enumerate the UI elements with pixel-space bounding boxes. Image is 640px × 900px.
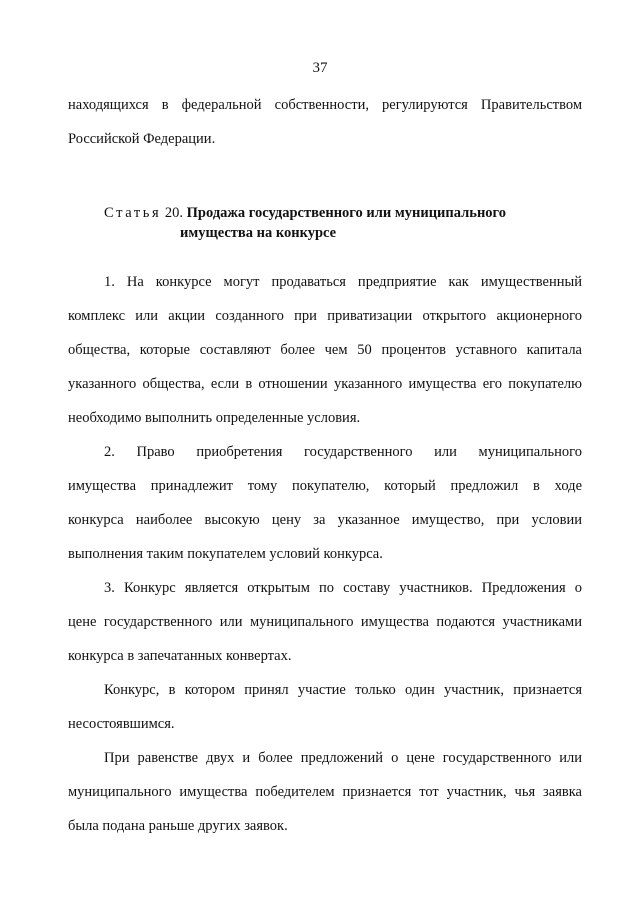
page-number: 37 [312, 60, 328, 76]
paragraph-line: комплекс или акции созданного при приватизации открытого акционерного [68, 308, 582, 324]
article-title-line2: имущества на конкурсе [180, 225, 337, 241]
continuation-text [68, 88, 582, 156]
paragraph-line: конкурса наиболее высокую цену за указанное имущество, при условии [68, 512, 582, 528]
article-lead: Статья [104, 205, 162, 221]
paragraph-line: указанного общества, если в отношении указанного имущества его покупателю [68, 376, 582, 392]
paragraph-line: необходимо выполнить определенные условия. [68, 410, 361, 426]
paragraph-line: несостоявшимся. [68, 716, 175, 732]
paragraph-line: 1. На конкурсе могут продаваться предприятие как имущественный [104, 274, 582, 290]
paragraph-line: При равенстве двух и более предложений о цене государственного или [104, 750, 582, 766]
article-heading [104, 203, 564, 243]
paragraph-line: муниципального имущества победителем признается тот участник, чья заявка [68, 784, 582, 800]
paragraph-line: имущества принадлежит тому покупателю, который предложил в ходе [68, 478, 582, 494]
paragraph-1 [68, 265, 582, 435]
paragraph-line: общества, которые составляют более чем 50 процентов уставного капитала [68, 342, 582, 358]
article-number: 20. [164, 205, 184, 221]
paragraph-4 [68, 673, 582, 741]
paragraph-2 [68, 435, 582, 571]
paragraph-line: 3. Конкурс является открытым по составу участников. Предложения о [104, 580, 582, 596]
paragraph-line: 2. Право приобретения государственного или муниципального [104, 444, 582, 460]
paragraph-line: цене государственного или муниципального имущества подаются участниками [68, 614, 582, 630]
continuation-line: находящихся в федеральной собственности, регулируются Правительством [68, 97, 582, 113]
continuation-line: Российской Федерации. [68, 131, 216, 147]
paragraph-line: была подана раньше других заявок. [68, 818, 288, 834]
article-title: Продажа государственного или муниципального [186, 205, 507, 221]
paragraph-3 [68, 571, 582, 673]
paragraph-5 [68, 741, 582, 843]
paragraph-line: Конкурс, в котором принял участие только один участник, признается [104, 682, 582, 698]
paragraph-line: выполнения таким покупателем условий конкурса. [68, 546, 383, 562]
article-body [68, 265, 582, 843]
paragraph-line: конкурса в запечатанных конвертах. [68, 648, 292, 664]
